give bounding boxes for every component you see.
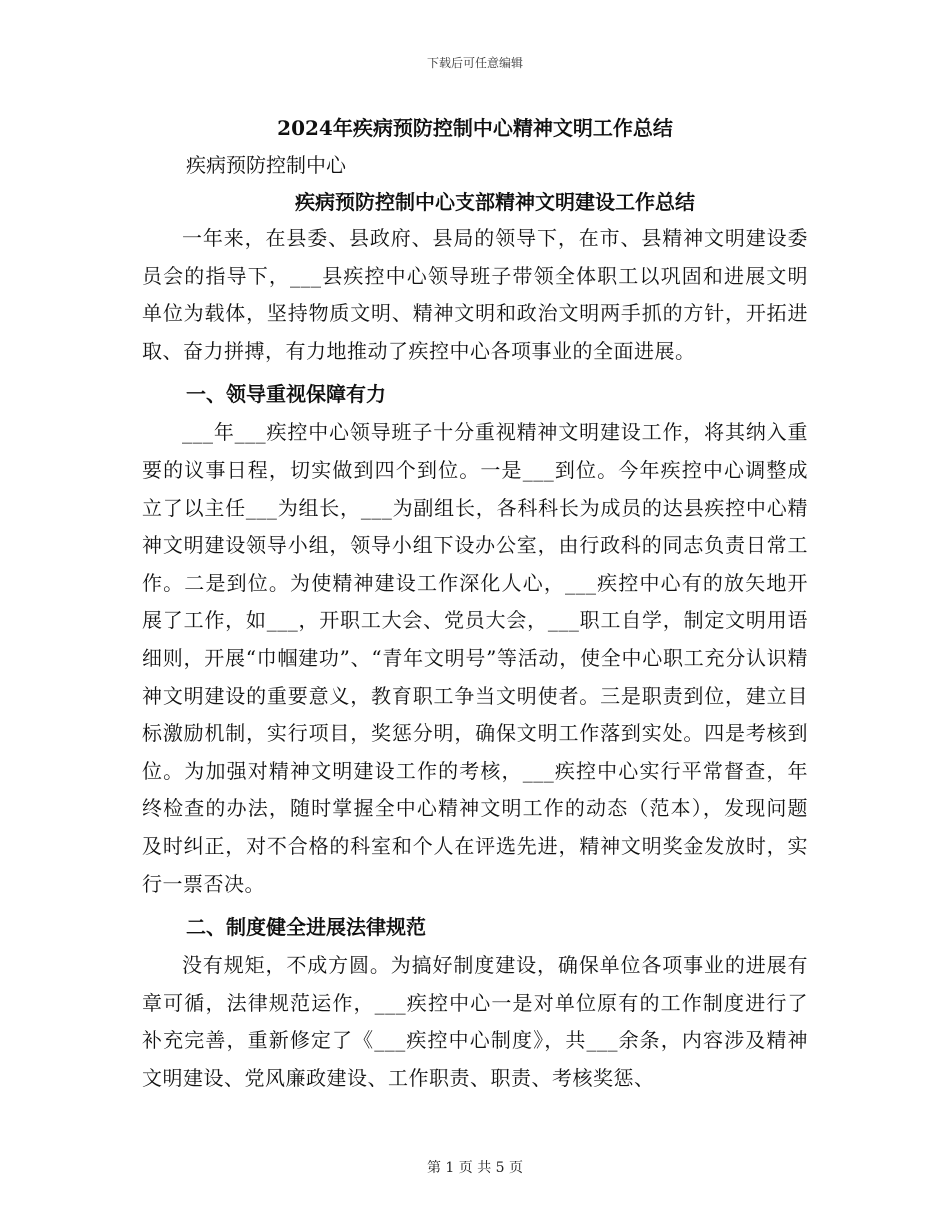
organization-name: 疾病预防控制中心 [186,153,346,177]
section-body-2: 没有规矩，不成方圆。为搞好制度建设，确保单位各项事业的进展有章可循，法律规范运作，___疾控中心一是对单位原有的工作制度进行了补充完善，重新修定了《___疾控中心制度》，共___余条，内容涉及精神文明建设、党风廉政建设、工作职责、职责、考核奖惩、 [142,953,808,1090]
section-body-1: ___年___疾控中心领导班子十分重视精神文明建设工作，将其纳入重要的议事日程，切实做到四个到位。一是___到位。今年疾控中心调整成立了以主任___为组长，___为副组长，各科科长为成员的达县疾控中心精神文明建设领导小组，领导小组下设办公室，由行政科的同志负责日常工作。二是到位。为使精神建设工作深化人心，___疾控中心有的放矢地开展了工作，如___，开职工大会、党员大会，___职工自学，制定文明用语细则，开展“巾帼建功”、“青年文明号”等活动，使全中心职工充分认识精神文明建设的重要意义，教育职工争当文明使者。三是职责到位，建立目标激励机制，实行项目，奖惩分明，确保文明工作落到实处。四是考核到位。为加强对精神文明建设工作的考核，___疾控中心实行平常督查，年终检查的办法，随时掌握全中心精神文明工作的动态（范本），发现问题及时纠正，对不合格的科室和个人在评选先进，精神文明奖金发放时，实行一票否决。 [142,420,808,896]
header-note: 下载后可任意编辑 [426,56,523,70]
section-heading-1: 一、领导重视保障有力 [186,382,386,407]
document-title: 2024年疾病预防控制中心精神文明工作总结 [277,116,673,140]
document-page [142,112,808,1097]
intro-paragraph: 一年来，在县委、县政府、县局的领导下，在市、县精神文明建设委员会的指导下，___县疾控中心领导班子带领全体职工以巩固和进展文明单位为载体，坚持物质文明、精神文明和政治文明两手抓的方针，开拓进取、奋力拼搏，有力地推动了疾控中心各项事业的全面进展。 [142,226,808,363]
document-subtitle: 疾病预防控制中心支部精神文明建设工作总结 [295,190,695,214]
page-number: 第 1 页 共 5 页 [426,1160,524,1176]
section-heading-2: 二、制度健全进展法律规范 [186,915,426,940]
